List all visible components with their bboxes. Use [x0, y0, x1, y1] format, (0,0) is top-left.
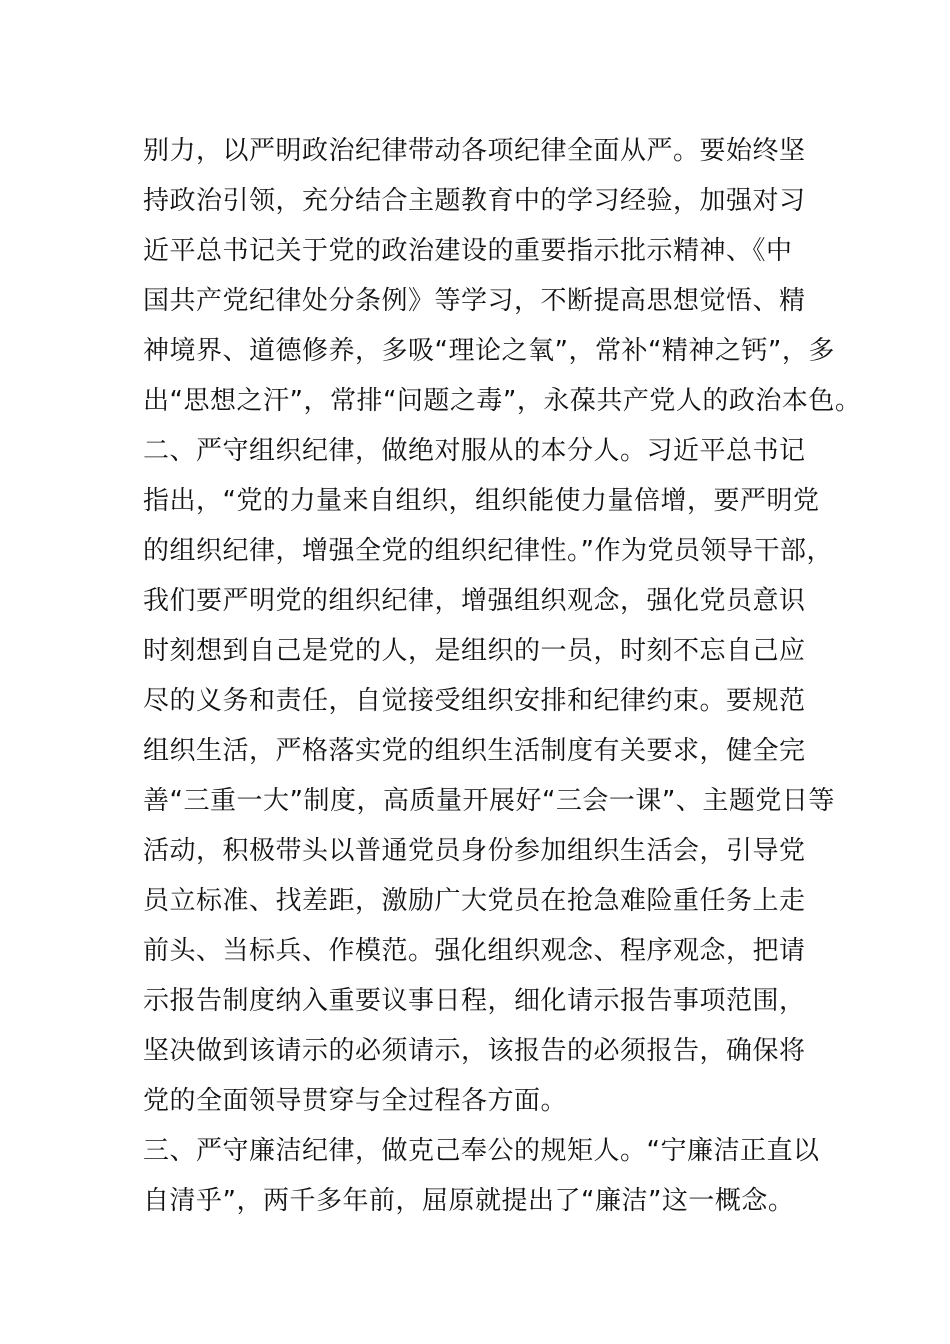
text-line: 时刻想到自己是党的人，是组织的一员，时刻不忘自己应 — [143, 636, 806, 666]
text-line: 近平总书记关于党的政治建设的重要指示批示精神、《中 — [143, 236, 793, 266]
text-line: 党的全面领导贯穿与全过程各方面。 — [143, 1086, 568, 1116]
text-line: 活动，积极带头以普通党员身份参加组织生活会，引导党 — [143, 836, 806, 866]
text-line: 坚决做到该请示的必须请示，该报告的必须报告，确保将 — [143, 1036, 806, 1066]
section-heading-line: 二、严守组织纪律，做绝对服从的本分人。习近平总书记 — [143, 436, 806, 466]
text-line: 我们要严明党的组织纪律，增强组织观念，强化党员意识 — [143, 586, 806, 616]
text-line: 尽的义务和责任，自觉接受组织安排和纪律约束。要规范 — [143, 686, 806, 716]
text-line: 前头、当标兵、作模范。强化组织观念、程序观念，把请 — [143, 936, 806, 966]
text-line: 组织生活，严格落实党的组织生活制度有关要求，健全完 — [143, 736, 806, 766]
text-line: 的组织纪律，增强全党的组织纪律性。”作为党员领导干部， — [143, 536, 833, 566]
text-line: 员立标准、找差距，激励广大党员在抢急难险重任务上走 — [143, 886, 806, 916]
section-heading-line: 三、严守廉洁纪律，做克己奉公的规矩人。“宁廉洁正直以 — [143, 1136, 820, 1166]
text-line: 示报告制度纳入重要议事日程，细化请示报告事项范围， — [143, 986, 806, 1016]
text-line: 自清乎”，两千多年前，屈原就提出了“廉洁”这一概念。 — [143, 1186, 795, 1216]
text-line: 神境界、道德修养，多吸“理论之氧”，常补“精神之钙”，多 — [143, 336, 835, 366]
text-line: 别力，以严明政治纪律带动各项纪律全面从严。要始终坚 — [143, 136, 806, 166]
body-text — [143, 126, 862, 1226]
text-line: 指出，“党的力量来自组织，组织能使力量倍增，要严明党 — [143, 486, 820, 516]
text-line: 善“三重一大”制度，高质量开展好“三会一课”、主题党日等 — [143, 786, 835, 816]
text-line: 出“思想之汗”，常排“问题之毒”，永葆共产党人的政治本色。 — [143, 386, 862, 416]
text-line: 持政治引领，充分结合主题教育中的学习经验，加强对习 — [143, 186, 806, 216]
text-line: 国共产党纪律处分条例》等学习，不断提高思想觉悟、精 — [143, 286, 806, 316]
